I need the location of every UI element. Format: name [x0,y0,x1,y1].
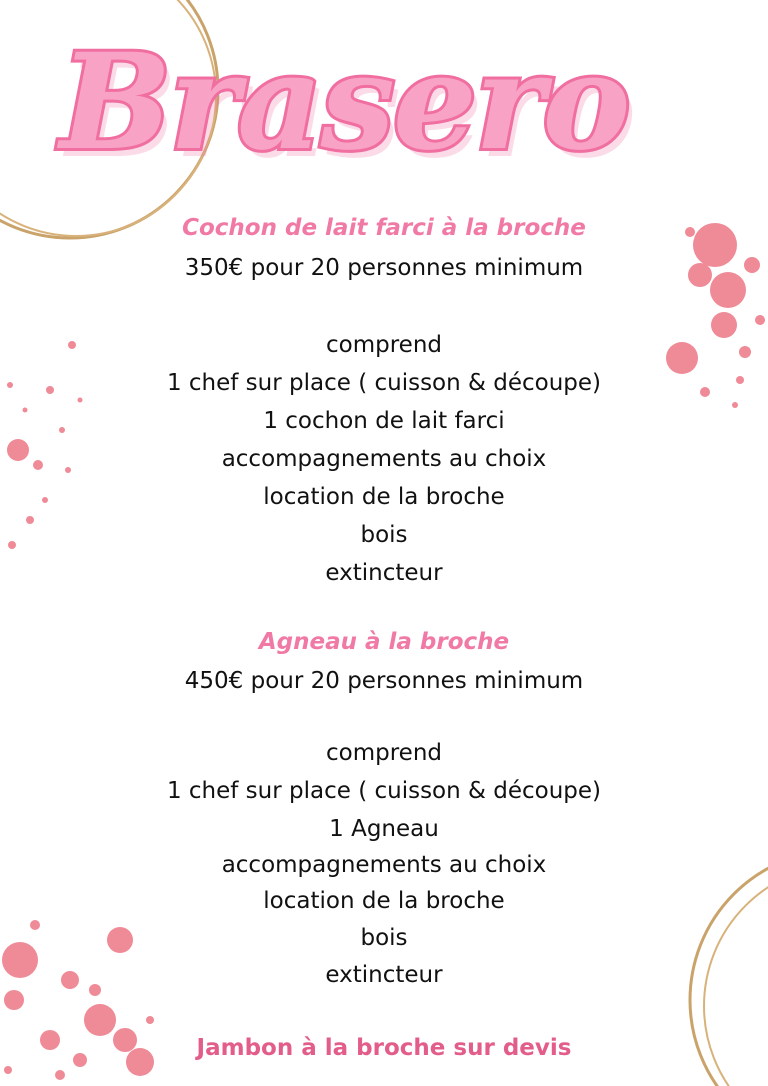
offer2-item: accompagnements au choix [221,852,547,878]
offer2-item: extincteur [325,962,443,988]
offer2-heading: Agneau à la broche [258,629,510,655]
offer1-price: 350€ pour 20 personnes minimum [184,255,584,281]
offer2-item: 1 chef sur place ( cuisson & découpe) [166,778,602,804]
offer2-includes-label: comprend [326,740,442,766]
offer1-item: 1 chef sur place ( cuisson & découpe) [166,370,602,396]
offer1-item: accompagnements au choix [221,446,547,472]
offer2-item: location de la broche [263,888,505,914]
offer1-item: extincteur [325,560,443,586]
offer1-item: location de la broche [263,484,505,510]
offer1-includes-label: comprend [326,332,442,358]
offer2-item: 1 Agneau [329,816,439,842]
offer2-price: 450€ pour 20 personnes minimum [184,668,584,694]
page-title: Brasero [60,25,629,180]
footer-note: Jambon à la broche sur devis [196,1035,572,1061]
offer1-heading: Cochon de lait farci à la broche [182,215,586,241]
offer1-item: bois [360,522,408,548]
offer2-item: bois [360,925,408,951]
offer1-item: 1 cochon de lait farci [263,408,505,434]
